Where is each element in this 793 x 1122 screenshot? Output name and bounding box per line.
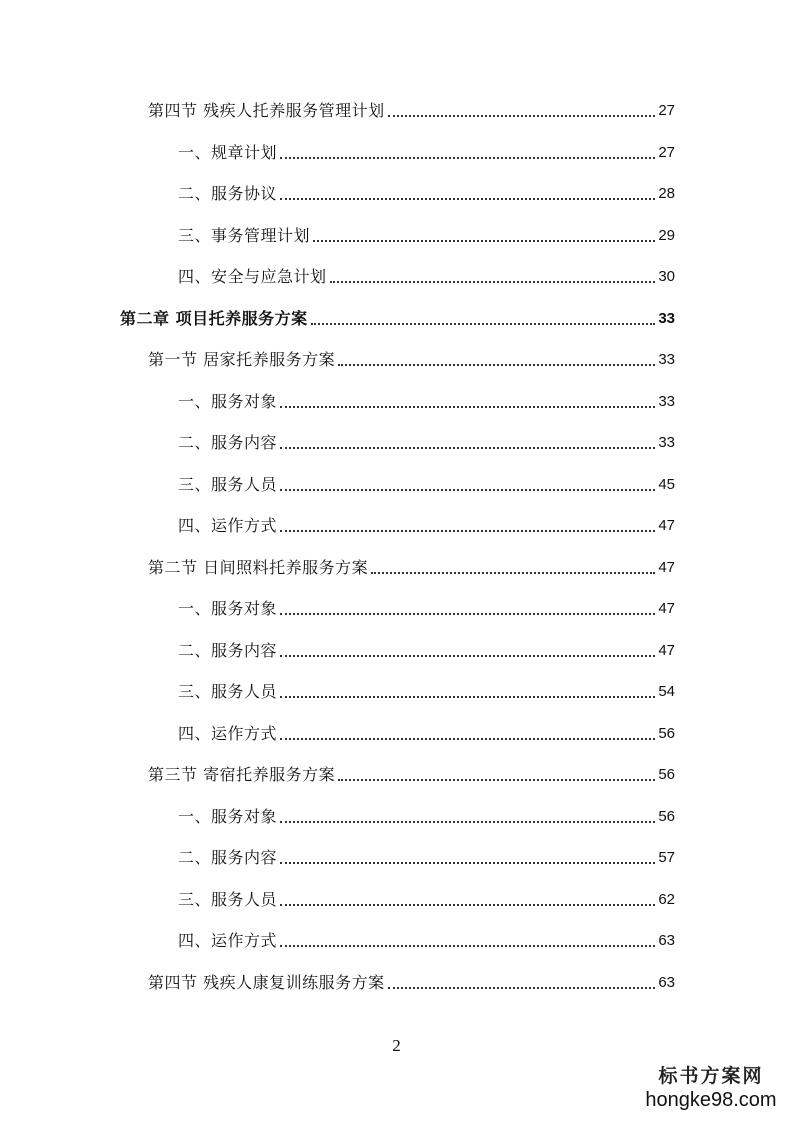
page-number: 2 (392, 1036, 401, 1055)
toc-entry-title: 一、服务对象 (178, 391, 278, 411)
toc-entry-page: 30 (658, 268, 675, 285)
toc-entry-title: 一、服务对象 (178, 806, 278, 826)
toc-leader-dots (388, 115, 656, 117)
toc-entry-page: 57 (658, 849, 675, 866)
toc-leader-dots (280, 655, 655, 657)
toc-entry[interactable] (178, 261, 675, 287)
watermark-url: hongke98.com (645, 1089, 777, 1111)
toc-leader-dots (280, 738, 655, 740)
toc-entry[interactable] (178, 220, 675, 246)
toc-leader-dots (280, 862, 655, 864)
toc-entry-page: 47 (658, 558, 675, 576)
toc-entry-title: 二、服务内容 (178, 433, 278, 452)
toc-entry-title: 二、服务内容 (178, 848, 278, 867)
toc-entry-page: 63 (658, 932, 675, 949)
toc-entry[interactable] (178, 427, 675, 453)
toc-entry-title: 三、事务管理计划 (178, 225, 311, 245)
toc-entry-title: 第一节 居家托养服务方案 (148, 350, 336, 369)
toc-entry-page: 56 (658, 724, 675, 742)
toc-entry-page: 56 (658, 766, 675, 783)
toc-leader-dots (313, 240, 655, 242)
toc-entry-title: 四、运作方式 (178, 516, 278, 535)
toc-leader-dots (280, 945, 655, 947)
toc-entry-page: 54 (658, 683, 675, 700)
toc-entry-title: 四、运作方式 (178, 723, 278, 743)
toc-leader-dots (280, 406, 655, 408)
toc-entry-page: 47 (658, 517, 675, 534)
toc-leader-dots (311, 323, 656, 325)
toc-leader-dots (280, 696, 655, 698)
toc-entry-title: 第四节 残疾人托养服务管理计划 (148, 101, 385, 120)
toc-entry-page: 29 (658, 226, 675, 244)
toc-entry-title: 第三节 寄宿托养服务方案 (148, 765, 336, 784)
toc-entry-title: 二、服务协议 (178, 184, 278, 203)
toc-entry-title: 第二章 项目托养服务方案 (120, 308, 308, 328)
toc-leader-dots (371, 572, 655, 574)
toc-entry-title: 四、安全与应急计划 (178, 267, 327, 286)
toc-leader-dots (338, 779, 655, 781)
watermark (641, 1064, 781, 1112)
toc-entry[interactable] (178, 925, 675, 951)
toc-entry-title: 三、服务人员 (178, 682, 278, 701)
toc-entry[interactable] (178, 137, 675, 163)
toc-entry[interactable] (178, 178, 675, 204)
toc-entry-page: 63 (658, 973, 675, 991)
toc-entry-page: 62 (658, 890, 675, 908)
toc-entry-title: 三、服务人员 (178, 474, 278, 494)
toc-entry-page: 33 (658, 351, 675, 368)
toc-leader-dots (280, 821, 655, 823)
toc-leader-dots (330, 281, 656, 283)
toc-leader-dots (388, 987, 656, 989)
toc-entry[interactable] (148, 95, 675, 121)
toc-entry[interactable] (148, 967, 675, 993)
toc-leader-dots (280, 198, 655, 200)
toc-entry[interactable] (178, 884, 675, 910)
toc-leader-dots (280, 904, 655, 906)
toc-entry-page: 33 (658, 392, 675, 410)
toc-entry[interactable] (178, 842, 675, 868)
toc-entry-title: 第四节 残疾人康复训练服务方案 (148, 972, 385, 992)
toc-leader-dots (280, 489, 655, 491)
toc-leader-dots (280, 530, 655, 532)
toc-entry[interactable] (178, 469, 675, 495)
toc-entry[interactable] (148, 344, 675, 370)
toc-leader-dots (280, 613, 655, 615)
watermark-cn: 标书方案网 (658, 1065, 764, 1087)
toc-entry-title: 第二节 日间照料托养服务方案 (148, 557, 369, 577)
toc-entry-page: 47 (658, 641, 675, 659)
toc-entry-page: 28 (658, 185, 675, 202)
toc-entry[interactable] (148, 552, 675, 578)
toc-entry-page: 47 (658, 600, 675, 617)
toc-entry-title: 四、运作方式 (178, 931, 278, 950)
toc-entry[interactable] (178, 593, 675, 619)
toc-entry[interactable] (178, 386, 675, 412)
toc-entry[interactable] (120, 303, 675, 329)
toc-entry-title: 一、服务对象 (178, 599, 278, 618)
toc-entry[interactable] (148, 759, 675, 785)
toc-entry-page: 27 (658, 102, 675, 119)
toc-entry-title: 三、服务人员 (178, 889, 278, 909)
toc-entry[interactable] (178, 676, 675, 702)
toc-entry[interactable] (178, 718, 675, 744)
toc-entry[interactable] (178, 635, 675, 661)
toc-entry[interactable] (178, 510, 675, 536)
toc-entry-title: 二、服务内容 (178, 640, 278, 660)
toc-leader-dots (280, 157, 655, 159)
toc-leader-dots (338, 364, 655, 366)
toc-entry-page: 33 (658, 434, 675, 451)
toc-entry-page: 27 (658, 143, 675, 161)
toc-entry-page: 33 (658, 309, 675, 327)
toc-leader-dots (280, 447, 655, 449)
toc-entry-page: 45 (658, 475, 675, 493)
toc-entry-page: 56 (658, 807, 675, 825)
toc-entry[interactable] (178, 801, 675, 827)
toc-entry-title: 一、规章计划 (178, 142, 278, 162)
